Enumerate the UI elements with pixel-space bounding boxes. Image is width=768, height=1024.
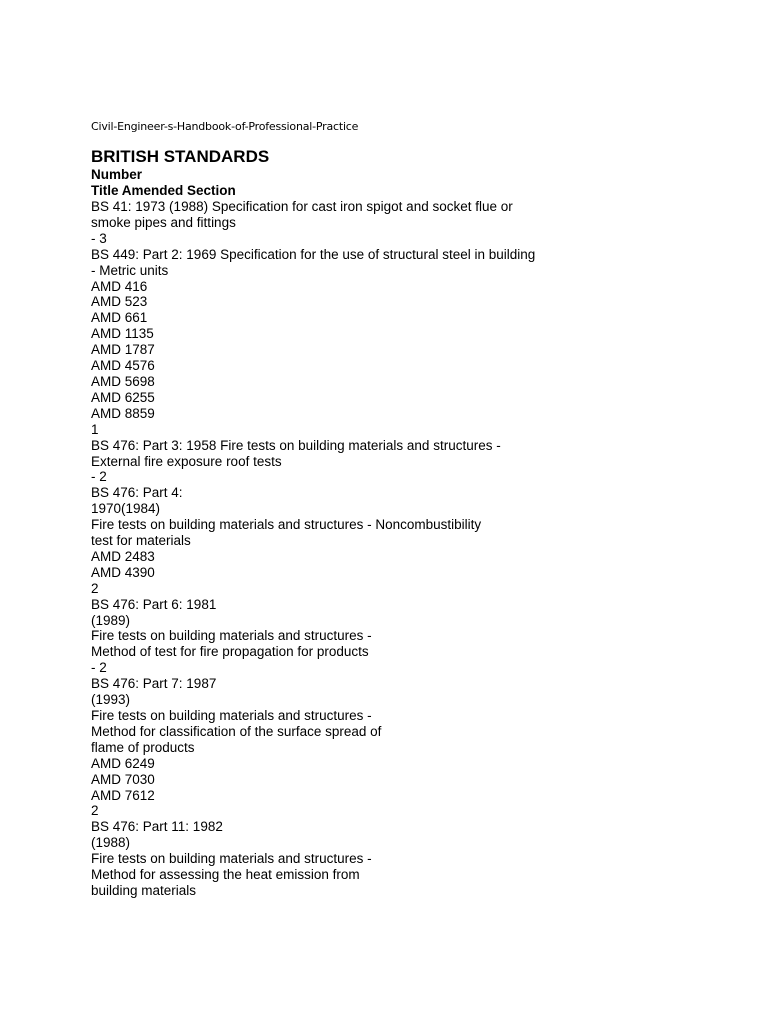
column-heading-number: Number [91, 167, 143, 182]
text-line: - 2 [91, 660, 107, 676]
document-header: Civil-Engineer-s-Handbook-of-Professional-Practice [91, 120, 359, 133]
text-line: Method for assessing the heat emission from [91, 867, 360, 883]
text-line: Fire tests on building materials and structures - Noncombustibility [91, 517, 482, 533]
text-line: Fire tests on building materials and structures - [91, 628, 372, 644]
text-line: AMD 5698 [91, 373, 155, 389]
text-line: Fire tests on building materials and structures - [91, 708, 372, 723]
text-line: 2 [91, 803, 99, 819]
column-heading-title: Title Amended Section [91, 183, 236, 198]
text-line: test for materials [91, 533, 191, 549]
text-line: - 3 [91, 230, 107, 246]
text-line: BS 476: Part 11: 1982 [91, 819, 223, 835]
text-line: BS 476: Part 3: 1958 Fire tests on building materials and structures - [91, 437, 501, 453]
text-line: BS 476: Part 4: [91, 485, 183, 501]
text-line: 1 [91, 421, 99, 437]
text-line: BS 476: Part 6: 1981 [91, 596, 217, 612]
standards-list [91, 199, 731, 899]
text-line: 2 [91, 580, 99, 596]
text-line: Method of test for fire propagation for products [91, 644, 369, 660]
text-line: - Metric units [91, 262, 169, 278]
text-line: Method for classification of the surface spread of [91, 723, 382, 739]
text-line: AMD 1135 [91, 326, 154, 342]
text-line: Fire tests on building materials and structures - [91, 851, 372, 867]
text-line: BS 449: Part 2: 1969 Specification for the use of structural steel in building [91, 246, 536, 262]
text-line: AMD 523 [91, 294, 148, 310]
text-line: AMD 6249 [91, 755, 155, 771]
text-line: 1970(1984) [91, 501, 161, 517]
section-title: BRITISH STANDARDS [91, 147, 270, 166]
text-line: AMD 4390 [91, 564, 155, 580]
text-line: AMD 6255 [91, 389, 155, 405]
text-line: External fire exposure roof tests [91, 453, 282, 469]
text-line: AMD 416 [91, 278, 148, 294]
text-line: BS 41: 1973 (1988) Specification for cast iron spigot and socket flue or [91, 199, 513, 214]
text-line: AMD 661 [91, 310, 148, 326]
text-line: AMD 7612 [91, 787, 155, 803]
text-line: building materials [91, 882, 197, 898]
text-line: AMD 8859 [91, 405, 155, 421]
text-line: smoke pipes and fittings [91, 214, 236, 230]
text-line: flame of products [91, 739, 195, 755]
text-line: AMD 1787 [91, 342, 155, 358]
text-line: - 2 [91, 469, 107, 485]
text-line: AMD 7030 [91, 771, 155, 787]
text-line: AMD 2483 [91, 548, 155, 564]
document-page [91, 118, 731, 899]
text-line: (1988) [91, 835, 131, 851]
text-line: AMD 4576 [91, 358, 155, 374]
text-line: (1993) [91, 692, 131, 708]
text-line: (1989) [91, 612, 131, 628]
text-line: BS 476: Part 7: 1987 [91, 676, 217, 692]
